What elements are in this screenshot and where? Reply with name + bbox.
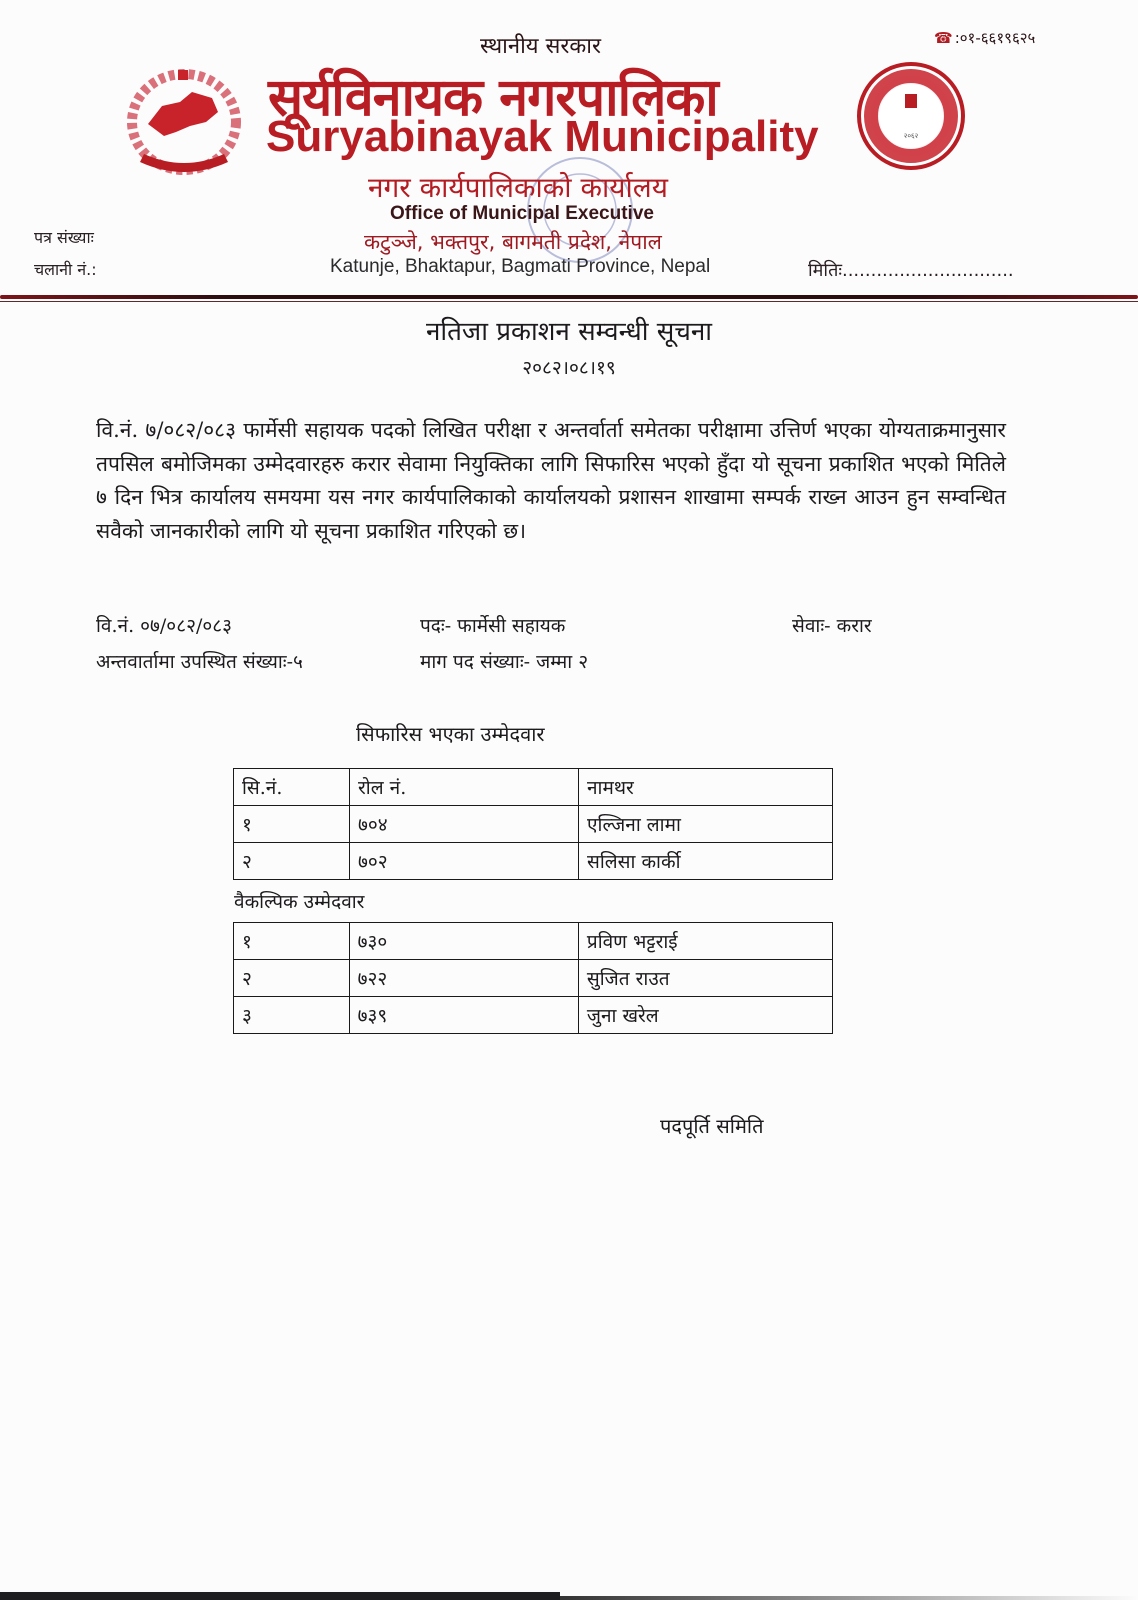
cell-name: सुजित राउत: [578, 960, 832, 997]
cell-roll: ७३०: [349, 923, 578, 960]
demand-post-count: माग पद संख्याः- जम्मा २: [420, 651, 589, 673]
cell-roll: ७०२: [350, 843, 579, 880]
interview-present-count: अन्तवार्तामा उपस्थित संख्याः-५: [96, 651, 303, 673]
recommended-heading: सिफारिस भएका उम्मेदवार: [356, 722, 545, 746]
cell-roll: ७०४: [350, 806, 579, 843]
municipality-seal-icon: [855, 60, 967, 172]
scan-edge-shadow-fade: [560, 1596, 1138, 1600]
post-name: पदः- फार्मेसी सहायक: [420, 615, 566, 637]
notice-date: २०८२।०८।१९: [522, 357, 616, 379]
recommended-table: [233, 768, 833, 880]
notice-body: वि.नं. ७/०८२/०८३ फार्मेसी सहायक पदको लिखित परीक्षा र अन्तर्वार्ता समेतका परीक्षामा उत्तिर्ण भएका योग्यताक्रमानुसार तपसिल बमोजिमका उम्मेदवारहरु करार सेवामा नियुक्तिका लागि सिफारिस भएको हुँदा यो सूचना प्रकाशित भएको मितिले ७ दिन भित्र कार्यालय समयमा यस नगर कार्यपालिकाको कार्यालयको प्रशासन शाखामा सम्पर्क राख्न आउन हुन सम्वन्धित सवैको जानकारीको लागि यो सूचना प्रकाशित गरिएको छ।: [96, 418, 1006, 543]
scan-edge-shadow: [0, 1592, 560, 1600]
cell-serial: ३: [234, 997, 350, 1034]
cell-name: जुना खरेल: [578, 997, 832, 1034]
table-row: [234, 806, 833, 843]
cell-roll: ७३९: [349, 997, 578, 1034]
service-type: सेवाः- करार: [792, 615, 872, 637]
table-row: [234, 923, 833, 960]
signatory-committee: पदपूर्ति समिति: [660, 1114, 764, 1138]
municipality-name-english: Suryabinayak Municipality: [266, 112, 819, 161]
dispatch-number-label: चलानी नं.:: [34, 260, 97, 279]
header-divider: [0, 295, 1138, 299]
column-header-serial: सि.नं.: [234, 769, 350, 806]
notice-title: नतिजा प्रकाशन सम्वन्धी सूचना: [425, 317, 713, 347]
address-nepali: कटुञ्जे, भक्तपुर, बागमती प्रदेश, नेपाल: [364, 230, 662, 254]
table-row: [234, 997, 833, 1034]
office-name-english: Office of Municipal Executive: [390, 203, 654, 224]
cell-name: सलिसा कार्की: [579, 843, 833, 880]
office-name-nepali: नगर कार्यपालिकाको कार्यालय: [368, 171, 668, 204]
phone-number: [934, 28, 1035, 48]
telephone-icon: ☎: [934, 29, 953, 47]
advertisement-number: वि.नं. ०७/०८२/०८३: [96, 615, 232, 637]
address-english: Katunje, Bhaktapur, Bagmati Province, Nepal: [330, 256, 711, 277]
table-row: [234, 843, 833, 880]
municipality-name-nepali: सूर्यविनायक नगरपालिका: [268, 68, 718, 128]
letter-number-label: पत्र संख्याः: [34, 228, 94, 247]
cell-name: एल्जिना लामा: [579, 806, 833, 843]
column-header-name: नामथर: [579, 769, 833, 806]
nepal-emblem-icon: [120, 62, 248, 180]
alternate-heading: वैकल्पिक उम्मेदवार: [234, 891, 365, 913]
cell-roll: ७२२: [349, 960, 578, 997]
phone-text: :०१-६६१९६२५: [954, 29, 1036, 47]
cell-serial: २: [234, 960, 350, 997]
seal-year: २०६२: [903, 132, 919, 140]
table-row: [234, 960, 833, 997]
column-header-roll: रोल नं.: [350, 769, 579, 806]
cell-serial: २: [234, 843, 350, 880]
date-field: मितिः..............................: [808, 260, 1014, 281]
cell-name: प्रविण भट्टराई: [578, 923, 832, 960]
table-header-row: [234, 769, 833, 806]
alternate-table: [233, 922, 833, 1034]
header-divider-thin: [0, 301, 1138, 302]
local-government-label: स्थानीय सरकार: [480, 34, 601, 59]
cell-serial: १: [234, 806, 350, 843]
cell-serial: १: [234, 923, 350, 960]
